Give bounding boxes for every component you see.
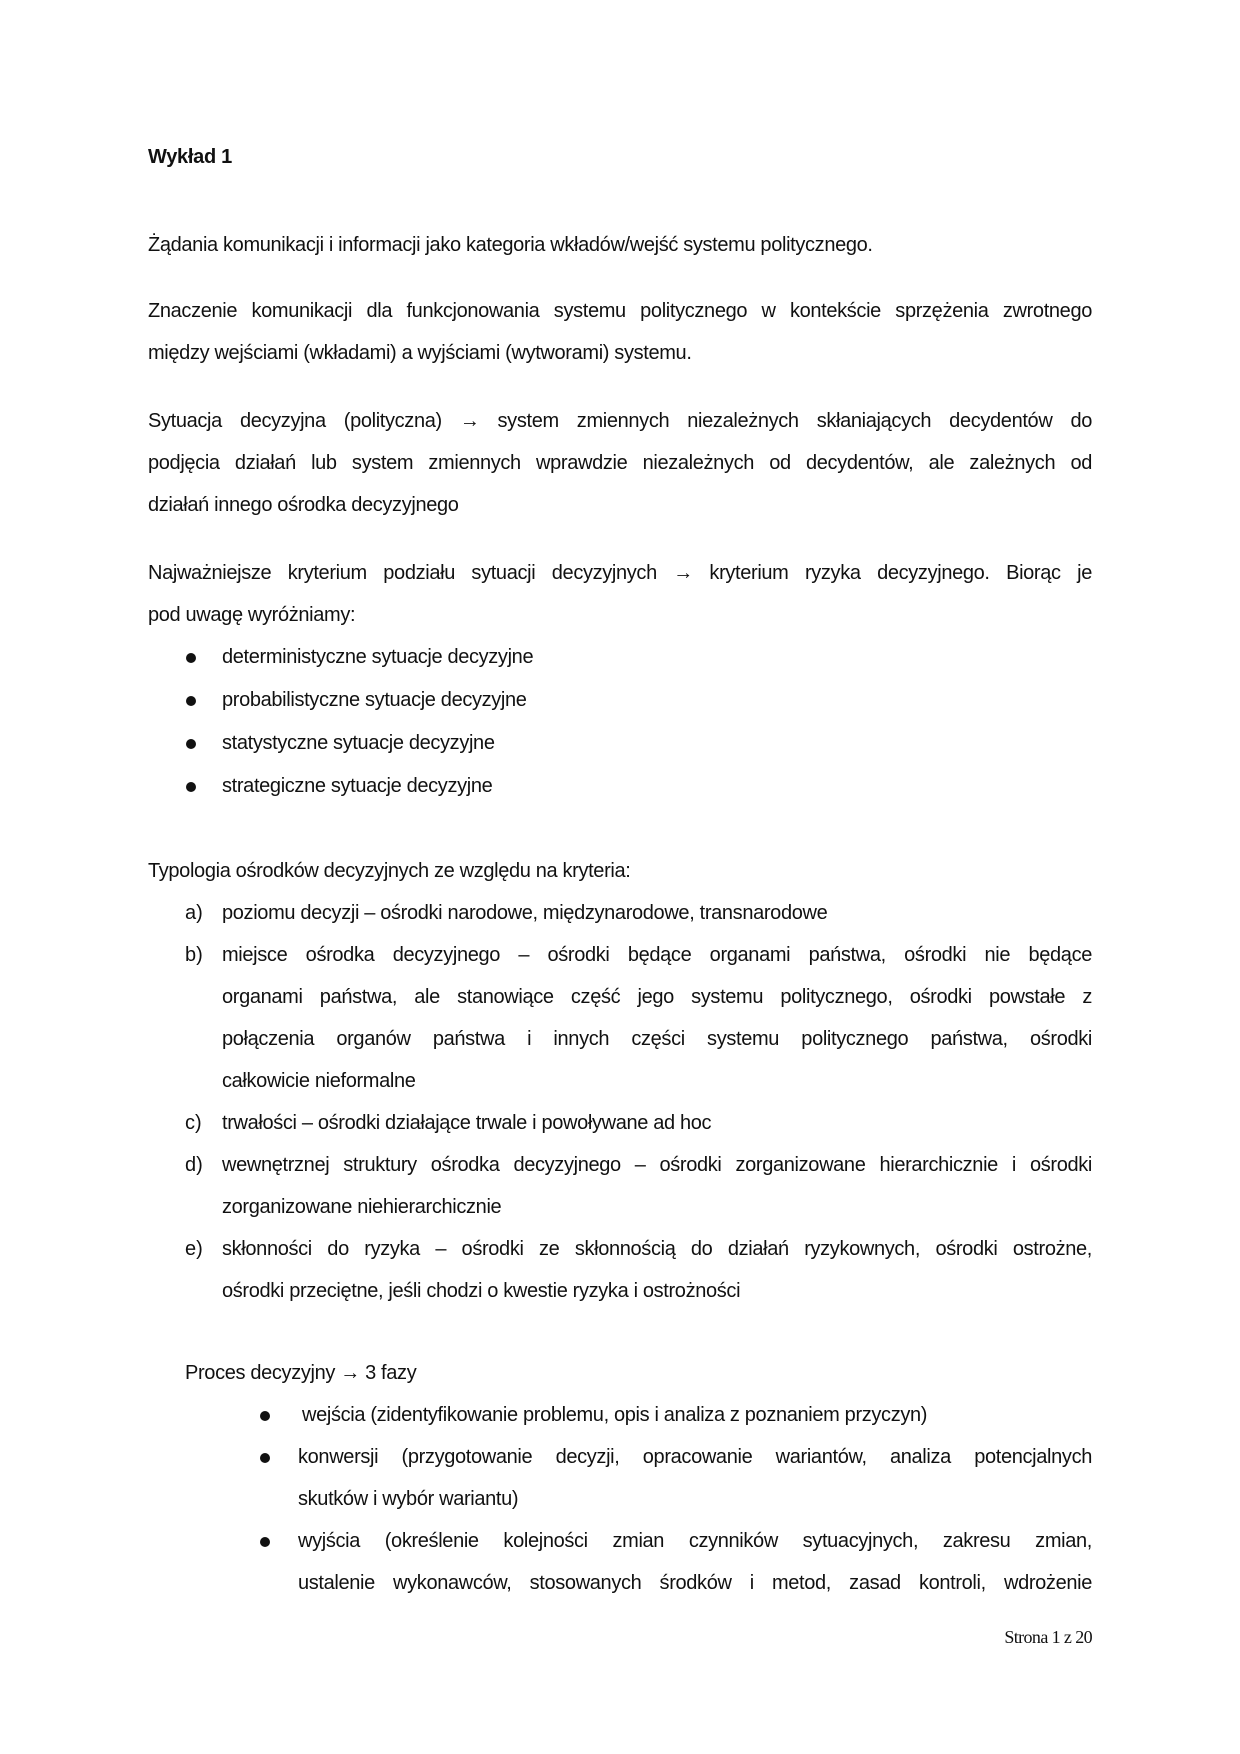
- list-item: deterministyczne sytuacje decyzyjne: [222, 646, 534, 668]
- paragraph-decision-situation: [148, 400, 1092, 526]
- paragraph-line: Sytuacja decyzyjna (polityczna) → system zmiennych niezależnych skłaniających decydentów do: [148, 410, 1092, 432]
- list-item: [222, 1144, 1092, 1228]
- paragraph-line: Znaczenie komunikacji dla funkcjonowania systemu politycznego w kontekście sprzężenia zwrotnego: [148, 300, 1092, 322]
- bullet-icon: [260, 1453, 270, 1463]
- paragraph-communication-importance: [148, 290, 1092, 374]
- list-item-line: całkowicie nieformalne: [222, 1070, 416, 1092]
- list-item-line: skutków i wybór wariantu): [298, 1488, 519, 1510]
- list-item: probabilistyczne sytuacje decyzyjne: [222, 689, 527, 711]
- list-marker: c): [185, 1112, 202, 1134]
- paragraph-line: Żądania komunikacji i informacji jako kategoria wkładów/wejść systemu politycznego.: [148, 234, 873, 256]
- list-item: [302, 1394, 1092, 1436]
- list-marker: b): [185, 944, 203, 966]
- list-item: [222, 892, 1092, 934]
- list-item-line: wyjścia (określenie kolejności zmian czynników sytuacyjnych, zakresu zmian,: [298, 1530, 1092, 1552]
- bullet-icon: [186, 782, 196, 792]
- list-item: [222, 1102, 1092, 1144]
- bullet-icon: [186, 739, 196, 749]
- list-item-line: zorganizowane niehierarchicznie: [222, 1196, 502, 1218]
- paragraph-line: między wejściami (wkładami) a wyjściami (wytworami) systemu.: [148, 342, 692, 364]
- list-item-line: ustalenie wykonawców, stosowanych środków i metod, zasad kontroli, wdrożenie: [298, 1572, 1092, 1594]
- list-item-line: organami państwa, ale stanowiące część jego systemu politycznego, ośrodki powstałe z: [222, 986, 1092, 1008]
- list-item-line: skłonności do ryzyka – ośrodki ze skłonnością do działań ryzykownych, ośrodki ostrożne,: [222, 1238, 1092, 1260]
- list-item-line: połączenia organów państwa i innych części systemu politycznego państwa, ośrodki: [222, 1028, 1092, 1050]
- typology-heading: Typologia ośrodków decyzyjnych ze względu na kryteria:: [148, 860, 631, 882]
- bullet-icon: [186, 653, 196, 663]
- list-item-line: wewnętrznej struktury ośrodka decyzyjnego – ośrodki zorganizowane hierarchicznie i ośrodki: [222, 1154, 1092, 1176]
- list-marker: e): [185, 1238, 203, 1260]
- list-item-line: trwałości – ośrodki działające trwale i powoływane ad hoc: [222, 1112, 712, 1134]
- list-item-line: miejsce ośrodka decyzyjnego – ośrodki będące organami państwa, ośrodki nie będące: [222, 944, 1092, 966]
- lecture-title: Wykład 1: [148, 146, 232, 168]
- paragraph-communication-demands: [148, 224, 1092, 266]
- paragraph-line: działań innego ośrodka decyzyjnego: [148, 494, 459, 516]
- page-number: Strona 1 z 20: [1004, 1627, 1092, 1647]
- list-item-line: wejścia (zidentyfikowanie problemu, opis i analiza z poznaniem przyczyn): [302, 1404, 928, 1426]
- list-item-line: konwersji (przygotowanie decyzji, opracowanie wariantów, analiza potencjalnych: [298, 1446, 1092, 1468]
- paragraph-line: pod uwagę wyróżniamy:: [148, 604, 356, 626]
- list-item: [222, 934, 1092, 1102]
- list-item: [298, 1520, 1092, 1604]
- bullet-icon: [186, 696, 196, 706]
- paragraph-line: Najważniejsze kryterium podziału sytuacji decyzyjnych → kryterium ryzyka decyzyjnego. Biorąc je: [148, 562, 1092, 584]
- paragraph-line: podjęcia działań lub system zmiennych wprawdzie niezależnych od decydentów, ale zależnych od: [148, 452, 1092, 474]
- list-item-line: ośrodki przeciętne, jeśli chodzi o kwestie ryzyka i ostrożności: [222, 1280, 741, 1302]
- list-item: [298, 1436, 1092, 1520]
- paragraph-risk-criterion: [148, 552, 1092, 636]
- list-item: [222, 1228, 1092, 1312]
- list-item-line: poziomu decyzji – ośrodki narodowe, międzynarodowe, transnarodowe: [222, 902, 828, 924]
- list-marker: d): [185, 1154, 203, 1176]
- list-marker: a): [185, 902, 203, 924]
- bullet-icon: [260, 1537, 270, 1547]
- list-item: strategiczne sytuacje decyzyjne: [222, 775, 493, 797]
- bullet-icon: [260, 1411, 270, 1421]
- process-heading: Proces decyzyjny → 3 fazy: [185, 1362, 417, 1384]
- list-item: statystyczne sytuacje decyzyjne: [222, 732, 495, 754]
